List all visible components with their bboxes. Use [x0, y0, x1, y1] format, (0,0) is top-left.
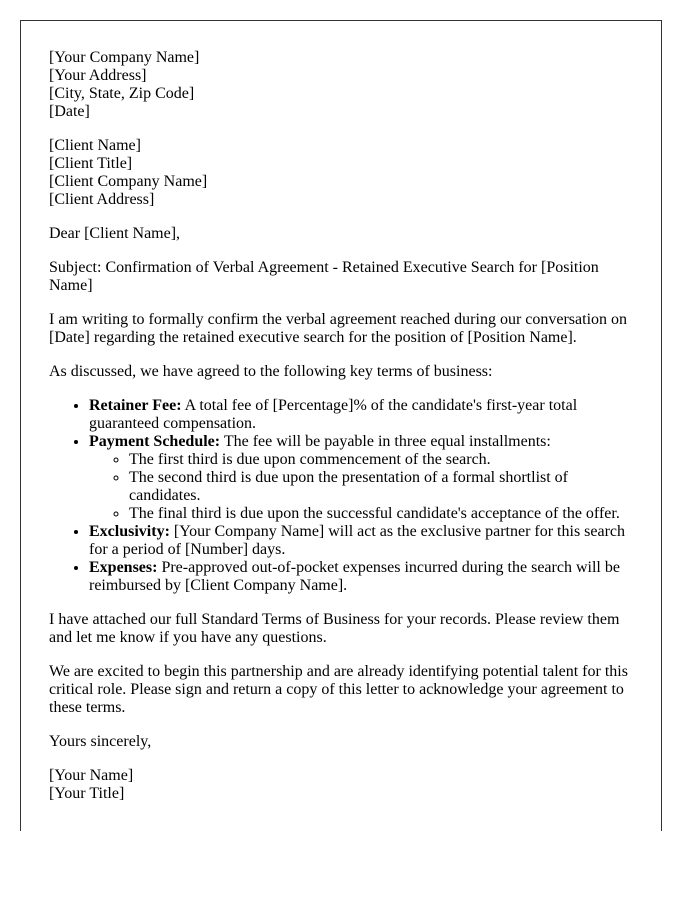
payment-sublist [89, 451, 634, 523]
terms-list [49, 397, 634, 595]
term-label: Retainer Fee: [89, 397, 182, 414]
term-label: Expenses: [89, 559, 158, 576]
term-retainer-fee [89, 397, 634, 433]
closing-paragraph: We are excited to begin this partnership and are already identifying potential talent for this critical role. Please sign and return a copy of this letter to acknowledge your agreement to these terms. [49, 663, 628, 716]
sender-address: [Your Address] [49, 67, 147, 84]
terms-intro: As discussed, we have agreed to the following key terms of business: [49, 363, 493, 380]
recipient-address: [Client Address] [49, 191, 155, 208]
sender-company: [Your Company Name] [49, 49, 200, 66]
payment-item: ◦ The second third is due upon the presentation of a formal shortlist of candidates. [129, 469, 634, 505]
intro-paragraph: I am writing to formally confirm the verbal agreement reached during our conversation on [Date] regarding the retained executive search for the position of [Position Name]. [49, 311, 628, 346]
term-text: [Your Company Name] will act as the exclusive partner for this search for a period of [Number] days. [89, 523, 626, 558]
signature-title: [Your Title] [49, 785, 125, 802]
term-payment-schedule [89, 433, 634, 523]
signature-name: [Your Name] [49, 767, 134, 784]
signature-block [49, 767, 634, 803]
term-label: Payment Schedule: [89, 433, 221, 450]
recipient-company: [Client Company Name] [49, 173, 208, 190]
term-text: Pre-approved out-of-pocket expenses incurred during the search will be reimbursed by [Client Company Name]. [89, 559, 620, 594]
sender-block [49, 49, 634, 121]
subject-line: Subject: Confirmation of Verbal Agreement - Retained Executive Search for [Position Name] [49, 259, 599, 294]
term-label: Exclusivity: [89, 523, 170, 540]
recipient-block [49, 137, 634, 209]
term-exclusivity [89, 523, 634, 559]
payment-item: ◦ The final third is due upon the successful candidate's acceptance of the offer. [129, 505, 634, 523]
letter-document [20, 20, 662, 831]
term-text: A total fee of [Percentage]% of the candidate's first-year total guaranteed compensation. [89, 397, 578, 432]
letter-date: [Date] [49, 103, 90, 120]
recipient-title: [Client Title] [49, 155, 133, 172]
payment-item: ◦ The first third is due upon commencement of the search. [129, 451, 634, 469]
attached-paragraph: I have attached our full Standard Terms of Business for your records. Please review them and let me know if you have any questions. [49, 611, 620, 646]
term-expenses [89, 559, 634, 595]
sender-city: [City, State, Zip Code] [49, 85, 195, 102]
salutation: Dear [Client Name], [49, 225, 181, 242]
closing: Yours sincerely, [49, 733, 152, 750]
term-text: The fee will be payable in three equal installments: [220, 433, 551, 450]
recipient-name: [Client Name] [49, 137, 141, 154]
